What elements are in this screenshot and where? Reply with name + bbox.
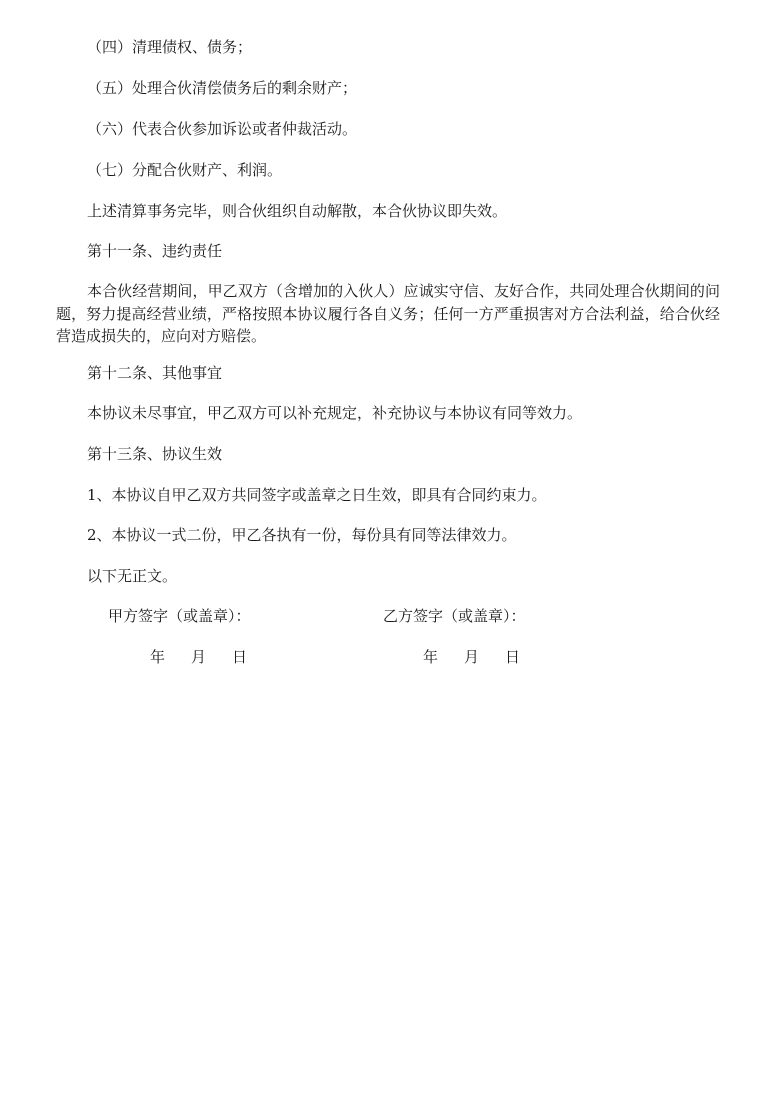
party-b-signature-label: 乙方签字（或盖章）： <box>383 607 526 625</box>
party-b-day: 日 <box>505 648 521 666</box>
article-13-point-1: 1、本协议自甲乙双方共同签字或盖章之日生效，即具有合同约束力。 <box>87 486 547 504</box>
clause-item-7: （七）分配合伙财产、利润。 <box>87 161 283 179</box>
article-12-body: 本协议未尽事宜，甲乙双方可以补充规定，补充协议与本协议有同等效力。 <box>87 404 583 422</box>
closing-note: 以下无正文。 <box>87 567 178 585</box>
article-13-point-2: 2、本协议一式二份，甲乙各执有一份，每份具有同等法律效力。 <box>87 526 517 544</box>
party-a-date <box>150 647 247 667</box>
article-12-heading: 第十二条、其他事宜 <box>87 364 223 382</box>
party-b-date <box>423 647 520 667</box>
party-a-month: 月 <box>191 648 207 666</box>
clause-item-6: （六）代表合伙参加诉讼或者仲裁活动。 <box>87 120 358 138</box>
article-13-heading: 第十三条、协议生效 <box>87 445 223 463</box>
party-a-day: 日 <box>232 648 248 666</box>
clause-item-5: （五）处理合伙清偿债务后的剩余财产； <box>87 79 358 97</box>
dissolution-text: 上述清算事务完毕，则合伙组织自动解散，本合伙协议即失效。 <box>87 202 508 220</box>
party-b-year: 年 <box>423 648 439 666</box>
article-11-heading: 第十一条、违约责任 <box>87 242 223 260</box>
party-a-year: 年 <box>150 648 166 666</box>
party-b-month: 月 <box>464 648 480 666</box>
party-a-signature-label: 甲方签字（或盖章）： <box>108 607 251 625</box>
article-11-body: 本合伙经营期间，甲乙双方（含增加的入伙人）应诚实守信、友好合作，共同处理合伙期间的问题，努力提高经营业绩，严格按照本协议履行各自义务；任何一方严重损害对方合法利益，给合伙经营造成损失的，应向对方赔偿。 <box>56 282 720 345</box>
clause-item-4: （四）清理债权、债务； <box>87 38 253 56</box>
